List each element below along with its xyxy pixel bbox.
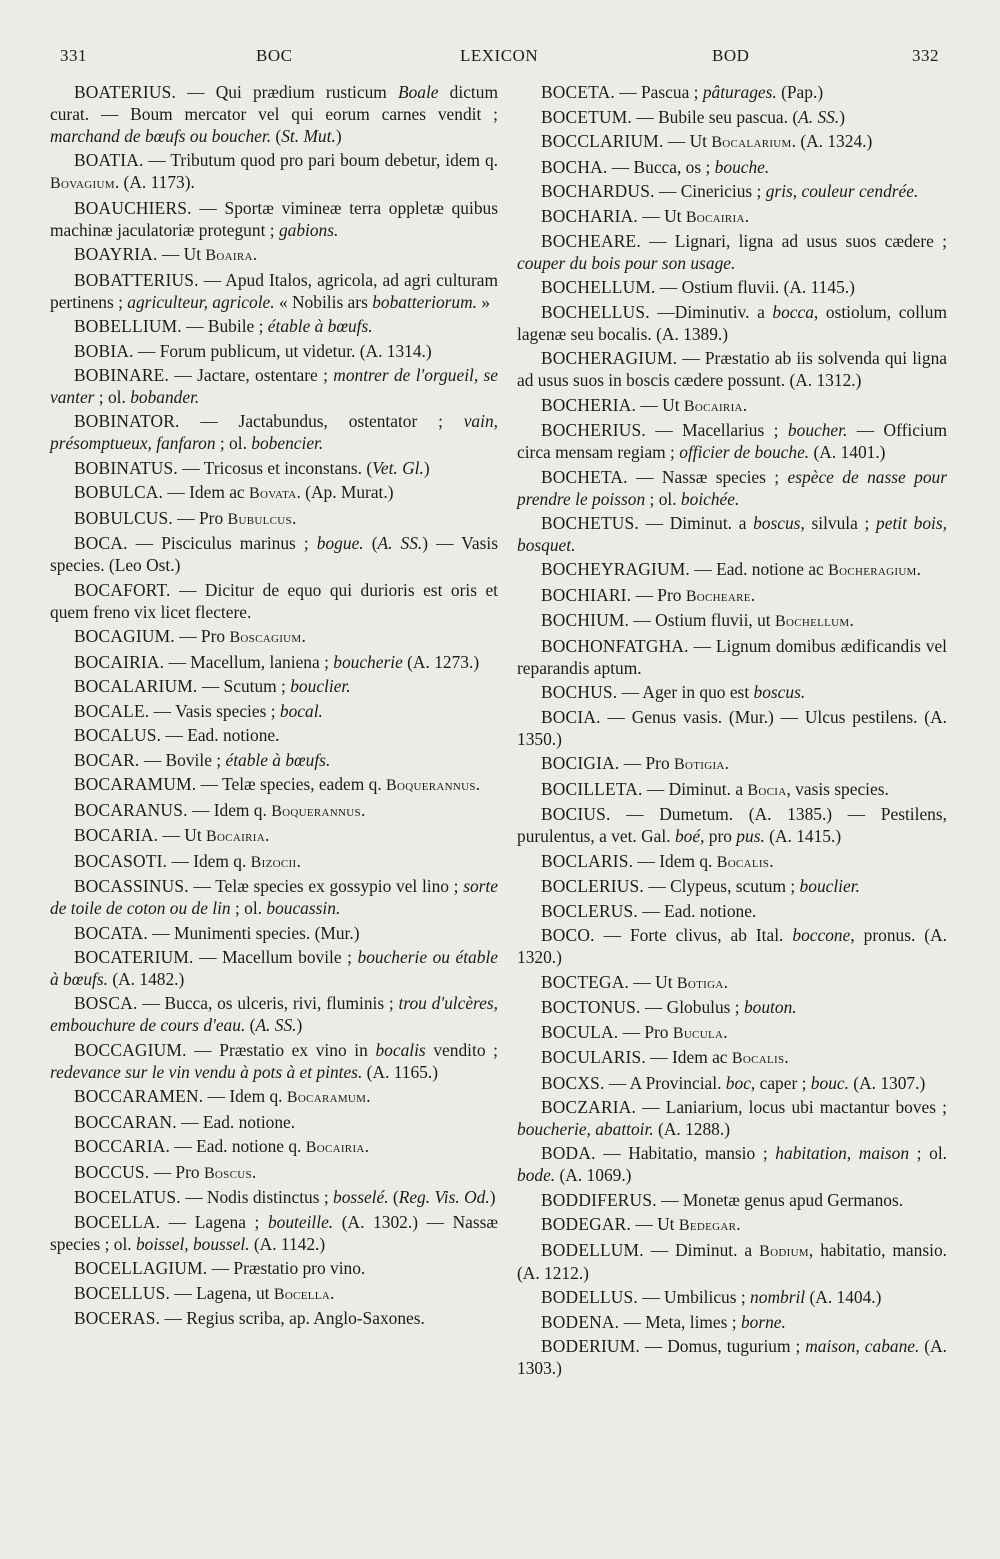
dictionary-entry bbox=[517, 1047, 947, 1070]
entry-headword: BOBULCA. bbox=[74, 482, 164, 503]
entry-definition: — Pro Bucula. bbox=[618, 1021, 728, 1042]
entry-definition: — Monetæ genus apud Germanos. bbox=[656, 1189, 904, 1210]
entry-definition: — Pro Bocheare. bbox=[631, 584, 756, 605]
entry-definition: — Domus, tugurium ; maison, cabane. (A. 1303.) bbox=[517, 1336, 947, 1379]
dictionary-entry bbox=[50, 923, 498, 945]
entry-headword: BOBIA. bbox=[74, 340, 134, 361]
entry-definition: — A Provincial. boc, caper ; bouc. (A. 1307.) bbox=[604, 1072, 926, 1093]
dictionary-entry bbox=[50, 1187, 498, 1209]
entry-definition: — Ut Bocairia. bbox=[636, 394, 748, 415]
dictionary-entry bbox=[517, 157, 947, 179]
left-column bbox=[50, 82, 498, 1333]
entry-headword: BOCCARIA. bbox=[74, 1136, 171, 1157]
entry-headword: BODA. bbox=[541, 1143, 596, 1164]
dictionary-entry bbox=[517, 559, 947, 582]
entry-definition: — Tricosus et inconstans. (Vet. Gl.) bbox=[177, 457, 430, 478]
entry-headword: BOCILLETA. bbox=[541, 778, 643, 799]
dictionary-entry bbox=[517, 707, 947, 751]
entry-headword: BOSCA. bbox=[74, 993, 138, 1014]
entry-definition: — Meta, limes ; borne. bbox=[619, 1311, 786, 1332]
dictionary-entry bbox=[517, 901, 947, 923]
entry-definition: — Præstatio ex vino in bocalis vendito ; redevance sur le vin vendu à pots à et pintes. (A. 1165.) bbox=[50, 1039, 498, 1082]
entry-headword: BOCHETUS. bbox=[541, 513, 639, 534]
dictionary-entry bbox=[50, 626, 498, 649]
dictionary-entry bbox=[50, 82, 498, 148]
entry-definition: — Ead. notione. bbox=[176, 1111, 296, 1132]
entry-definition: — Pro Boscagium. bbox=[174, 626, 306, 647]
entry-headword: BOCHELLUS. bbox=[541, 301, 650, 322]
dictionary-entry bbox=[50, 411, 498, 455]
entry-headword: BOCHELLUM. bbox=[541, 277, 656, 298]
entry-headword: BOCAR. bbox=[74, 749, 140, 770]
entry-headword: BOCALARIUM. bbox=[74, 676, 198, 697]
dictionary-entry bbox=[517, 277, 947, 299]
dictionary-entry bbox=[517, 972, 947, 995]
entry-headword: BOCALUS. bbox=[74, 725, 162, 746]
entry-headword: BOCELLA. bbox=[74, 1211, 161, 1232]
dictionary-entry bbox=[517, 1022, 947, 1045]
page-number-right: 332 bbox=[912, 46, 939, 65]
entry-definition: — Apud Italos, agricola, ad agri culturam pertinens ; agriculteur, agricole. « Nobilis ars bobatteriorum. » bbox=[50, 269, 498, 312]
entry-definition: — Pro Bubulcus. bbox=[172, 507, 297, 528]
entry-definition: — Jactare, ostentare ; montrer de l'orgueil, se vanter ; ol. bobander. bbox=[50, 365, 499, 407]
dictionary-entry bbox=[517, 181, 947, 203]
entry-definition: — Ut Botiga. bbox=[629, 971, 728, 992]
entry-definition: — Macellum, laniena ; boucherie (A. 1273.) bbox=[164, 651, 480, 672]
dictionary-entry bbox=[517, 467, 947, 511]
dictionary-entry bbox=[517, 420, 947, 464]
entry-definition: — Ut Bocalarium. (A. 1324.) bbox=[663, 131, 873, 151]
entry-headword: BOCETUM. bbox=[541, 106, 632, 127]
entry-headword: BOCIGIA. bbox=[541, 753, 620, 774]
running-header bbox=[0, 46, 1000, 80]
dictionary-entry bbox=[50, 198, 498, 242]
entry-definition: — Ut Bedegar. bbox=[631, 1214, 741, 1235]
entry-definition: — Diminut. a Bodium, habitatio, mansio. (A. 1212.) bbox=[517, 1239, 947, 1283]
dictionary-entry bbox=[50, 851, 498, 874]
dictionary-entry bbox=[517, 1336, 947, 1380]
entry-definition: — Telæ species, eadem q. Boquerannus. bbox=[196, 774, 481, 795]
entry-headword: BOCATERIUM. bbox=[74, 947, 194, 968]
dictionary-entry bbox=[517, 107, 947, 129]
dictionary-entry bbox=[50, 774, 498, 797]
entry-definition: — Ostium fluvii. (A. 1145.) bbox=[655, 277, 855, 298]
dictionary-entry bbox=[517, 1190, 947, 1212]
entry-definition: — Pascua ; pâturages. (Pap.) bbox=[614, 82, 824, 102]
dictionary-entry bbox=[50, 316, 498, 338]
dictionary-entry bbox=[517, 1073, 947, 1095]
entry-headword: BOCHIUM. bbox=[541, 610, 630, 631]
dictionary-entry bbox=[517, 925, 947, 969]
dictionary-entry bbox=[517, 231, 947, 275]
entry-definition: — Macellarius ; boucher. — Officium circa mensam regiam ; officier de bouche. (A. 1401.) bbox=[517, 420, 947, 463]
dictionary-entry bbox=[517, 779, 947, 802]
entry-definition: — Diminut. a boscus, silvula ; petit bois, bosquet. bbox=[517, 513, 947, 555]
entry-definition: — Forte clivus, ab Ital. boccone, pronus. (A. 1320.) bbox=[517, 925, 947, 968]
entry-definition: — Telæ species ex gossypio vel lino ; sorte de toile de coton ou de lin ; ol. boucassin. bbox=[50, 876, 498, 919]
entry-definition: — Ostium fluvii, ut Bochellum. bbox=[629, 610, 854, 631]
entry-headword: BOBELLIUM. bbox=[74, 316, 182, 337]
entry-definition: — Idem ac Bovata. (Ap. Murat.) bbox=[163, 482, 394, 503]
entry-headword: BOCULARIS. bbox=[541, 1047, 646, 1068]
dictionary-entry bbox=[50, 652, 498, 674]
dictionary-entry bbox=[50, 725, 498, 747]
entry-definition: — Genus vasis. (Mur.) — Ulcus pestilens. (A. 1350.) bbox=[517, 706, 947, 749]
entry-headword: BOBINARE. bbox=[74, 365, 170, 386]
dictionary-entry bbox=[50, 1283, 498, 1306]
dictionary-entry bbox=[517, 1214, 947, 1237]
entry-definition: — Umbilicus ; nombril (A. 1404.) bbox=[637, 1287, 882, 1308]
entry-definition: — Tributum quod pro pari boum debetur, idem q. Bovagium. (A. 1173). bbox=[50, 150, 498, 193]
entry-headword: BOATERIUS. bbox=[74, 82, 177, 102]
entry-definition: — Regius scriba, ap. Anglo-Saxones. bbox=[160, 1308, 425, 1329]
dictionary-entry bbox=[50, 993, 498, 1037]
dictionary-entry bbox=[50, 458, 498, 480]
entry-definition: — Habitatio, mansio ; habitation, maison ; ol. bode. (A. 1069.) bbox=[517, 1143, 947, 1186]
entry-definition: — Jactabundus, ostentator ; vain, présomptueux, fanfaron ; ol. bobencier. bbox=[50, 411, 498, 454]
dictionary-entry bbox=[50, 1112, 498, 1134]
entry-headword: BOCCLARIUM. bbox=[541, 131, 664, 151]
dictionary-entry bbox=[50, 1136, 498, 1159]
dictionary-entry bbox=[50, 701, 498, 723]
entry-headword: BOCHUS. bbox=[541, 682, 618, 703]
dictionary-entry bbox=[517, 585, 947, 608]
entry-definition: — Pro Botigia. bbox=[619, 753, 730, 774]
entry-headword: BODENA. bbox=[541, 1311, 620, 1332]
dictionary-entry bbox=[50, 482, 498, 505]
entry-definition: — Lagena, ut Bocella. bbox=[170, 1282, 335, 1303]
entry-headword: BOCO. bbox=[541, 925, 595, 946]
entry-headword: BOCZARIA. bbox=[541, 1097, 637, 1118]
entry-definition: — Munimenti species. (Mur.) bbox=[147, 922, 360, 943]
entry-definition: — Clypeus, scutum ; bouclier. bbox=[643, 876, 860, 897]
entry-headword: BOCULA. bbox=[541, 1021, 619, 1042]
dictionary-entry bbox=[50, 1040, 498, 1084]
entry-definition: — Lignum domibus ædificandis vel reparandis aptum. bbox=[517, 635, 947, 678]
entry-headword: BOCELLAGIUM. bbox=[74, 1258, 208, 1279]
entry-definition: — Idem q. Bizocii. bbox=[167, 850, 301, 871]
entry-definition: — Qui prædium rusticum Boale dictum curat. — Boum mercator vel qui eorum carnes vendit ; marchand de bœufs ou boucher. (St. Mut.) bbox=[50, 82, 498, 146]
entry-definition: — Dicitur de equo qui durioris est oris et quem freno vix licet flectere. bbox=[50, 579, 498, 622]
entry-headword: BOCASOTI. bbox=[74, 850, 168, 871]
dictionary-entry bbox=[517, 682, 947, 704]
dictionary-entry bbox=[50, 1162, 498, 1185]
entry-definition: — Ead. notione q. Bocairia. bbox=[170, 1136, 370, 1157]
entry-headword: BOCHETA. bbox=[541, 466, 628, 487]
entry-headword: BOCALE. bbox=[74, 700, 150, 721]
entry-headword: BOCHARIA. bbox=[541, 205, 638, 226]
entry-definition: — Ut Bocairia. bbox=[158, 825, 270, 846]
entry-headword: BODDIFERUS. bbox=[541, 1189, 657, 1210]
entry-definition: — Bovile ; étable à bœufs. bbox=[139, 749, 331, 770]
entry-definition: — Sportæ vimineæ terra oppletæ quibus machinæ jaculatoriæ protegunt ; gabions. bbox=[50, 197, 498, 240]
entry-definition: — Nodis distinctus ; bosselé. (Reg. Vis. Od.) bbox=[180, 1187, 496, 1208]
entry-headword: BOCLERUS. bbox=[541, 900, 638, 921]
entry-headword: BODEGAR. bbox=[541, 1214, 632, 1235]
entry-headword: BOCARANUS. bbox=[74, 799, 188, 820]
dictionary-entry bbox=[50, 1258, 498, 1280]
entry-headword: BOCHEARE. bbox=[541, 231, 641, 251]
header-title: LEXICON bbox=[460, 46, 539, 65]
entry-headword: BOCETA. bbox=[541, 82, 615, 102]
entry-headword: BOAYRIA. bbox=[74, 244, 158, 265]
dictionary-entry bbox=[517, 997, 947, 1019]
dictionary-entry bbox=[50, 270, 498, 314]
dictionary-entry bbox=[517, 636, 947, 680]
dictionary-entry bbox=[50, 508, 498, 531]
entry-headword: BOCCUS. bbox=[74, 1161, 150, 1182]
dictionary-entry bbox=[50, 947, 498, 991]
entry-headword: BOCTEGA. bbox=[541, 971, 630, 992]
dictionary-entry bbox=[50, 750, 498, 772]
entry-headword: BOCELLUS. bbox=[74, 1282, 171, 1303]
dictionary-entry bbox=[50, 1212, 498, 1256]
entry-headword: BOBATTERIUS. bbox=[74, 269, 199, 290]
entry-headword: BOCHERIUS. bbox=[541, 420, 646, 441]
entry-headword: BOBULCUS. bbox=[74, 507, 173, 528]
entry-headword: BOCARAMUM. bbox=[74, 774, 197, 795]
entry-definition: — Macellum bovile ; boucherie ou étable à bœufs. (A. 1482.) bbox=[50, 947, 498, 989]
entry-definition: — Idem ac Bocalis. bbox=[645, 1047, 789, 1068]
entry-definition: — Bubile ; étable à bœufs. bbox=[181, 316, 373, 337]
entry-headword: BOCLERIUS. bbox=[541, 876, 644, 897]
entry-definition: — Ut Bocairia. bbox=[637, 205, 750, 226]
entry-definition: — Pro Boscus. bbox=[149, 1161, 257, 1182]
entry-definition: — Ead. notione ac Bocheragium. bbox=[689, 559, 921, 580]
guide-word-left: BOC bbox=[256, 46, 293, 65]
dictionary-entry bbox=[50, 341, 498, 363]
dictionary-entry bbox=[517, 876, 947, 898]
entry-headword: BOCHIARI. bbox=[541, 584, 632, 605]
dictionary-entry bbox=[50, 800, 498, 823]
entry-headword: BOCHEYRAGIUM. bbox=[541, 559, 690, 580]
entry-headword: BOCAIRIA. bbox=[74, 651, 165, 672]
entry-definition: — Idem q. Bocaramum. bbox=[203, 1086, 371, 1107]
entry-headword: BOCTONUS. bbox=[541, 997, 641, 1018]
entry-definition: — Vasis species ; bocal. bbox=[149, 700, 323, 721]
entry-headword: BOCHA. bbox=[541, 156, 608, 177]
dictionary-entry bbox=[50, 150, 498, 195]
guide-word-right: BOD bbox=[712, 46, 750, 65]
entry-headword: BOCAGIUM. bbox=[74, 626, 175, 647]
entry-headword: BOCIA. bbox=[541, 706, 601, 727]
dictionary-entry bbox=[517, 131, 947, 154]
entry-headword: BOCARIA. bbox=[74, 825, 159, 846]
entry-definition: — Ead. notione. bbox=[637, 900, 757, 921]
entry-definition: — Præstatio ab iis solvenda qui ligna ad usus suos in boscis cædere possunt. (A. 1312.) bbox=[517, 348, 947, 391]
dictionary-entry bbox=[517, 1287, 947, 1309]
entry-definition: — Forum publicum, ut videtur. (A. 1314.) bbox=[133, 340, 432, 361]
entry-headword: BOCELATUS. bbox=[74, 1187, 181, 1208]
entry-definition: — Laniarium, locus ubi mactantur boves ; boucherie, abattoir. (A. 1288.) bbox=[517, 1097, 947, 1139]
entry-headword: BODELLUS. bbox=[541, 1287, 638, 1308]
entry-definition: — Ead. notione. bbox=[161, 725, 280, 746]
entry-definition: — Pisciculus marinus ; bogue. (A. SS.) — Vasis species. (Leo Ost.) bbox=[50, 533, 498, 576]
entry-definition: — Præstatio pro vino. bbox=[207, 1258, 366, 1279]
entry-definition: — Globulus ; bouton. bbox=[640, 997, 797, 1018]
entry-headword: BOATIA. bbox=[74, 150, 144, 171]
dictionary-entry bbox=[517, 610, 947, 633]
entry-headword: BOCLARIS. bbox=[541, 850, 634, 871]
entry-definition: —Diminutiv. a bocca, ostiolum, collum lagenæ seu bocalis. (A. 1389.) bbox=[517, 301, 947, 344]
entry-headword: BOCCAGIUM. bbox=[74, 1039, 187, 1060]
entry-headword: BOCATA. bbox=[74, 922, 148, 943]
dictionary-entry bbox=[517, 395, 947, 418]
entry-definition: — Bubile seu pascua. (A. SS.) bbox=[631, 106, 845, 127]
dictionary-entry bbox=[517, 513, 947, 557]
dictionary-entry bbox=[50, 244, 498, 267]
entry-headword: BOCERAS. bbox=[74, 1308, 161, 1329]
entry-headword: BOCHERIA. bbox=[541, 394, 637, 415]
dictionary-entry bbox=[517, 206, 947, 229]
entry-headword: BOCAFORT. bbox=[74, 579, 171, 600]
dictionary-entry bbox=[50, 533, 498, 577]
entry-definition: — Lagena ; bouteille. (A. 1302.) — Nassæ species ; ol. boissel, boussel. (A. 1142.) bbox=[50, 1211, 498, 1254]
dictionary-entry bbox=[517, 1143, 947, 1187]
dictionary-entry bbox=[517, 1240, 947, 1285]
entry-headword: BOAUCHIERS. bbox=[74, 197, 192, 218]
entry-definition: — Idem q. Bocalis. bbox=[633, 850, 774, 871]
page-number-left: 331 bbox=[60, 46, 87, 65]
entry-definition: — Scutum ; bouclier. bbox=[197, 676, 351, 697]
entry-definition: — Ager in quo est boscus. bbox=[617, 682, 806, 703]
entry-headword: BOBINATOR. bbox=[74, 411, 180, 432]
dictionary-entry bbox=[517, 851, 947, 874]
entry-headword: BOCA. bbox=[74, 533, 128, 554]
entry-definition: — Bucca, os ; bouche. bbox=[607, 156, 770, 177]
entry-headword: BODELLUM. bbox=[541, 1239, 644, 1260]
entry-headword: BOCASSINUS. bbox=[74, 876, 189, 897]
entry-headword: BOCXS. bbox=[541, 1072, 605, 1093]
entry-headword: BOBINATUS. bbox=[74, 457, 178, 478]
entry-headword: BOCCARAMEN. bbox=[74, 1086, 204, 1107]
entry-definition: — Diminut. a Bocia, vasis species. bbox=[642, 778, 889, 799]
entry-definition: — Dumetum. (A. 1385.) — Pestilens, purulentus, a vet. Gal. boé, pro pus. (A. 1415.) bbox=[517, 804, 947, 847]
entry-headword: BOCIUS. bbox=[541, 804, 611, 825]
dictionary-entry bbox=[517, 804, 947, 848]
dictionary-entry bbox=[517, 1097, 947, 1141]
dictionary-entry bbox=[517, 82, 947, 104]
entry-definition: — Lignari, ligna ad usus suos cædere ; couper du bois pour son usage. bbox=[517, 231, 947, 273]
entry-definition: — Nassæ species ; espèce de nasse pour prendre le poisson ; ol. boichée. bbox=[517, 466, 947, 509]
dictionary-entry bbox=[50, 365, 498, 409]
entry-definition: — Idem q. Boquerannus. bbox=[187, 799, 366, 820]
dictionary-entry bbox=[517, 753, 947, 776]
entry-headword: BOCHARDUS. bbox=[541, 181, 655, 201]
entry-definition: — Bucca, os ulceris, rivi, fluminis ; trou d'ulcères, embouchure de cours d'eau. (A. SS.) bbox=[50, 993, 499, 1036]
entry-definition: — Ut Boaira. bbox=[157, 244, 258, 265]
entry-headword: BOCHONFATGHA. bbox=[541, 635, 689, 656]
entry-headword: BODERIUM. bbox=[541, 1336, 640, 1357]
dictionary-entry bbox=[50, 876, 498, 920]
dictionary-entry bbox=[50, 580, 498, 624]
entry-definition: — Cinericius ; gris, couleur cendrée. bbox=[654, 181, 919, 201]
dictionary-entry bbox=[50, 825, 498, 848]
entry-headword: BOCHERAGIUM. bbox=[541, 348, 678, 369]
dictionary-entry bbox=[50, 676, 498, 698]
dictionary-entry bbox=[50, 1308, 498, 1330]
dictionary-entry bbox=[517, 1312, 947, 1334]
entry-headword: BOCCARAN. bbox=[74, 1111, 177, 1132]
dictionary-entry bbox=[517, 348, 947, 392]
dictionary-entry bbox=[50, 1086, 498, 1109]
dictionary-entry bbox=[517, 302, 947, 346]
right-column bbox=[517, 82, 947, 1383]
